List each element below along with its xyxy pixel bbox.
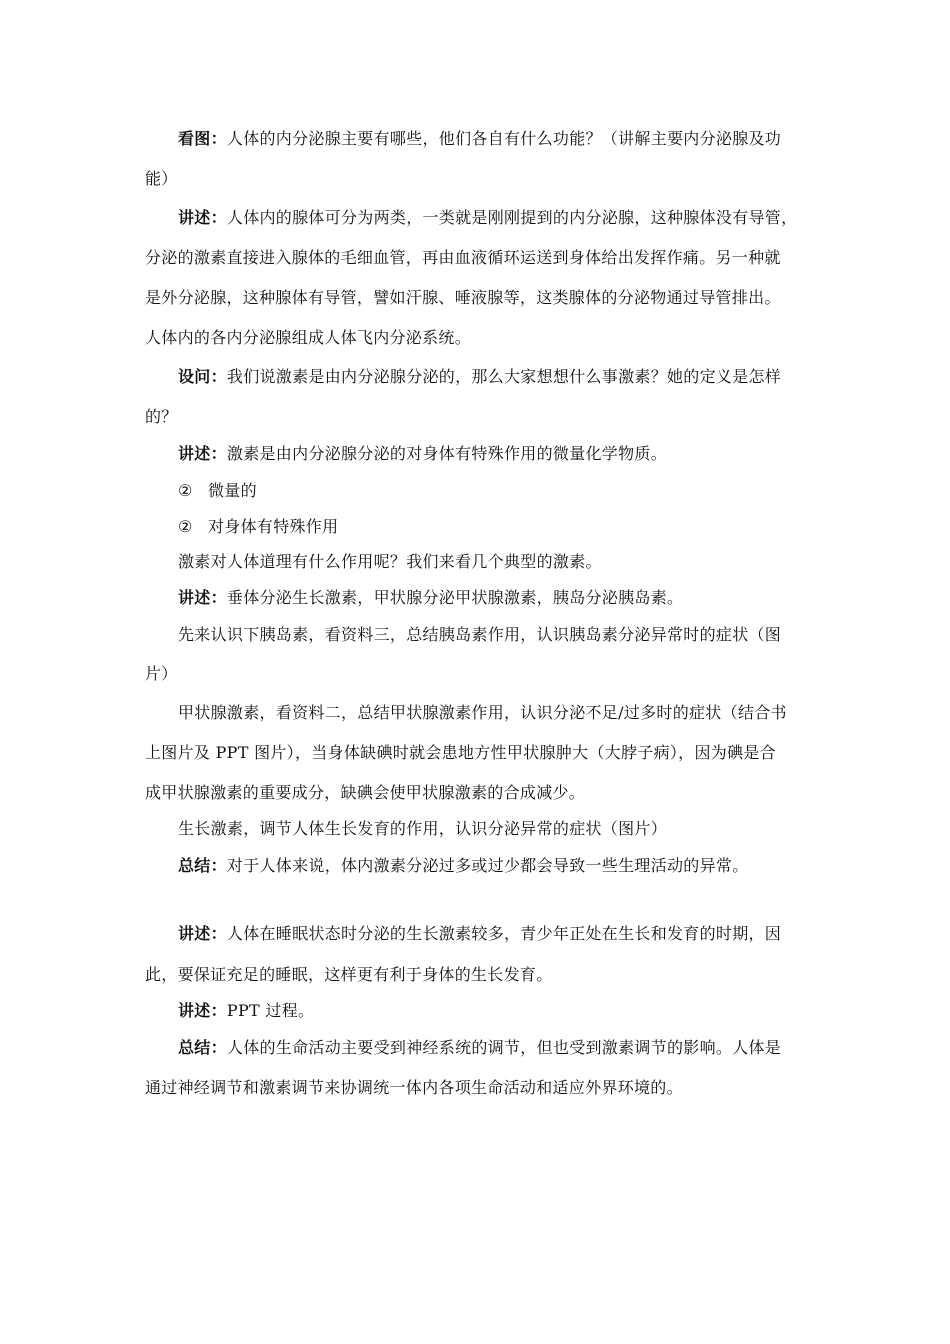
line-text: 是外分泌腺，这种腺体有导管，譬如汗腺、唾液腺等，这类腺体的分泌物通过导管排出。 [145, 288, 781, 307]
text-line [145, 325, 471, 348]
line-text: 激素对人体道理有什么作用呢？我们来看几个典型的激素。 [178, 552, 602, 571]
text-line [145, 962, 553, 985]
line-text: 能） [145, 169, 178, 188]
line-text: 生长激素，调节人体生长发育的作用，认识分泌异常的症状（图片） [178, 819, 668, 838]
line-text: 激素是由内分泌腺分泌的对身体有特殊作用的微量化学物质。 [226, 444, 668, 463]
text-line [178, 585, 683, 608]
line-label: 看图： [178, 129, 227, 148]
text-line [178, 205, 797, 228]
line-text: 人体的生命活动主要受到神经系统的调节，但也受到激素调节的影响。人体是 [226, 1038, 782, 1057]
line-label: 讲述： [178, 444, 227, 463]
text-line [178, 549, 602, 572]
text-line [145, 245, 781, 268]
line-text: 通过神经调节和激素调节来协调统一体内各项生命活动和适应外界环境的。 [145, 1078, 683, 1097]
list-marker: ② [178, 481, 193, 500]
text-line [145, 404, 178, 427]
text-line [178, 364, 781, 387]
line-text: 此，要保证充足的睡眠，这样更有利于身体的生长发育。 [145, 965, 553, 984]
line-text: 片） [145, 664, 178, 683]
text-line [178, 921, 781, 944]
text-line [178, 998, 314, 1021]
line-text: 上图片及 PPT 图片），当身体缺碘时就会患地方性甲状腺肿大（大脖子病），因为碘是合 [145, 743, 776, 762]
line-text: 人体的内分泌腺主要有哪些，他们各自有什么功能？（讲解主要内分泌腺及功 [226, 129, 782, 148]
line-text: 微量的 [208, 481, 257, 500]
line-text: 对于人体来说，体内激素分泌过多或过少都会导致一些生理活动的异常。 [226, 856, 749, 875]
text-line [178, 1035, 781, 1058]
line-text: 甲状腺激素，看资料二，总结甲状腺激素作用，认识分泌不足/过多时的症状（结合书 [178, 703, 787, 722]
line-text: 对身体有特殊作用 [208, 517, 339, 536]
text-line [178, 853, 749, 876]
list-marker: ② [178, 517, 193, 536]
line-label: 讲述： [178, 924, 227, 943]
text-line [145, 780, 585, 803]
line-text: 我们说激素是由内分泌腺分泌的，那么大家想想什么事激素？她的定义是怎样 [226, 367, 782, 386]
line-label: 设问： [178, 367, 227, 386]
list-item [178, 478, 257, 501]
text-line [178, 622, 781, 645]
text-line [178, 700, 787, 723]
line-text: 先来认识下胰岛素，看资料三，总结胰岛素作用，认识胰岛素分泌异常时的症状（图 [178, 625, 782, 644]
line-text: 的？ [145, 407, 178, 426]
text-line [145, 661, 178, 684]
text-line [178, 816, 667, 839]
line-label: 讲述： [178, 208, 227, 227]
line-label: 讲述： [178, 1001, 227, 1020]
line-text: 人体在睡眠状态时分泌的生长激素较多，青少年正处在生长和发育的时期，因 [226, 924, 782, 943]
text-line [145, 285, 781, 308]
line-text: 人体内的各内分泌腺组成人体飞内分泌系统。 [145, 328, 472, 347]
line-label: 总结： [178, 1038, 227, 1057]
text-line [178, 441, 667, 464]
line-text: PPT 过程。 [226, 1001, 315, 1020]
text-line [145, 166, 178, 189]
line-label: 总结： [178, 856, 227, 875]
list-item [178, 514, 338, 537]
line-label: 讲述： [178, 588, 227, 607]
line-text: 垂体分泌生长激素，甲状腺分泌甲状腺激素，胰岛分泌胰岛素。 [226, 588, 684, 607]
line-text: 分泌的激素直接进入腺体的毛细血管，再由血液循环运送到身体给出发挥作痛。另一种就 [145, 248, 781, 267]
line-text: 成甲状腺激素的重要成分，缺碘会使甲状腺激素的合成减少。 [145, 783, 586, 802]
text-line [178, 126, 781, 149]
text-line [145, 1075, 683, 1098]
text-line [145, 740, 776, 763]
line-text: 人体内的腺体可分为两类，一类就是刚刚提到的内分泌腺，这种腺体没有导管， [226, 208, 798, 227]
